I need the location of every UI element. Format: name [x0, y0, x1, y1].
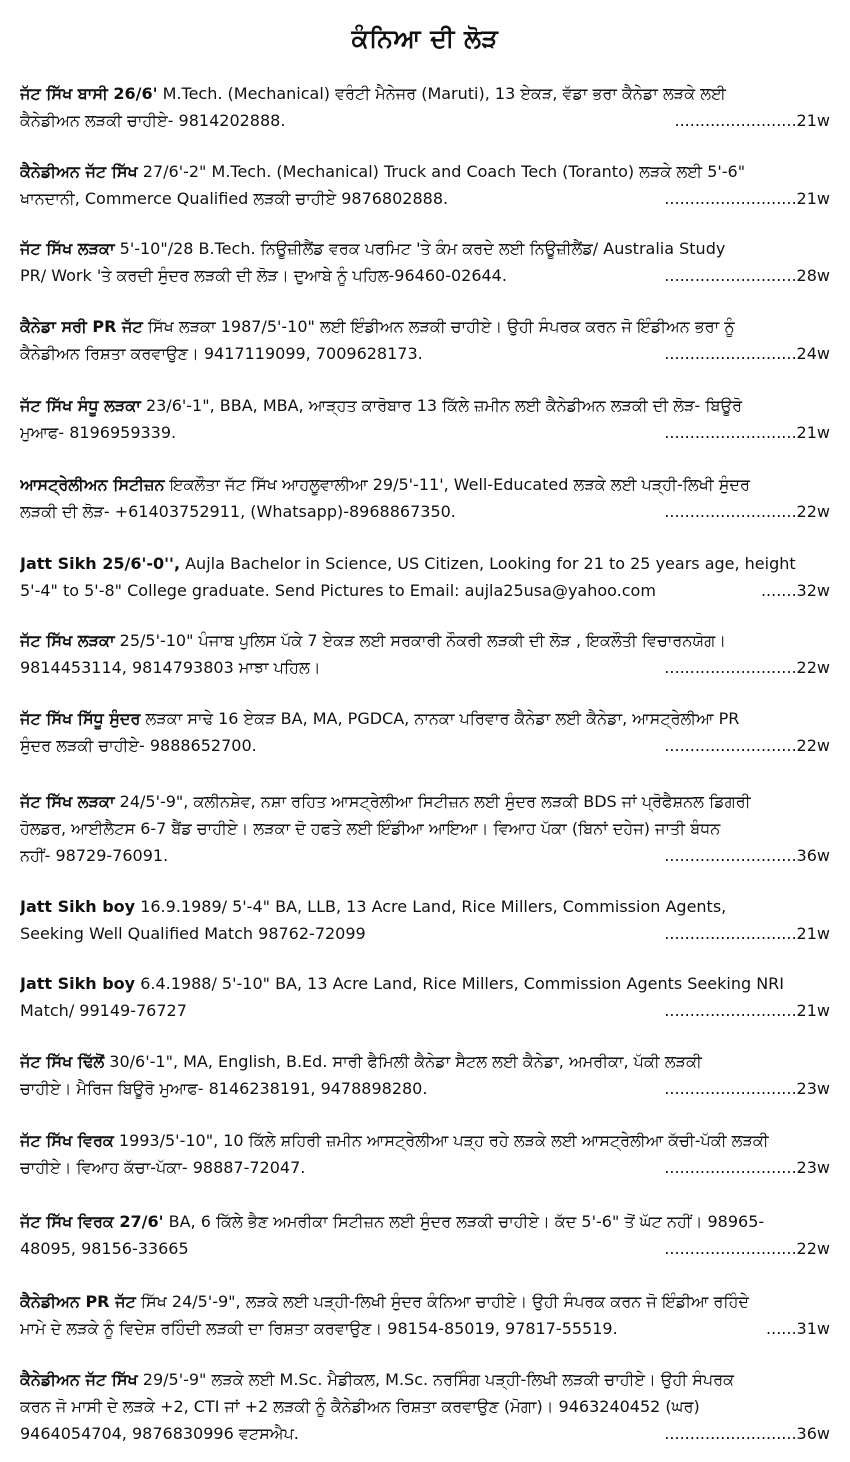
- ad-code: ......31w: [766, 1319, 830, 1338]
- ad-heading: ਕੈਨੇਡਾ ਸਰੀ PR ਜੱਟ: [20, 317, 143, 336]
- ad-last-line: [20, 732, 830, 759]
- ad-text: Aujla Bachelor in Science, US Citizen, Looking for 21 to 25 years age, height: [180, 554, 796, 573]
- ad-code: ..........................22w: [664, 502, 830, 521]
- classified-ad: [20, 1127, 830, 1181]
- classified-ad: [20, 893, 830, 947]
- ad-code: ..........................36w: [664, 1424, 830, 1443]
- ad-text: ਕੈਨੇਡੀਅਨ ਲੜਕੀ ਚਾਹੀਏ- 9814202888.: [20, 111, 286, 130]
- ad-line: [20, 627, 830, 654]
- ad-text: ਨਹੀਂ- 98729-76091.: [20, 846, 169, 865]
- ad-text: 48095, 98156-33665: [20, 1239, 189, 1258]
- ad-code: ..........................21w: [664, 1001, 830, 1020]
- ad-heading: ਕੈਨੇਡੀਅਨ ਜੱਟ ਸਿੱਖ: [20, 162, 138, 181]
- ad-text: 29/5'-9" ਲੜਕੇ ਲਈ M.Sc. ਮੈਡੀਕਲ, M.Sc. ਨਰਸਿੰਗ ਪੜ੍ਹੀ-ਲਿਖੀ ਲੜਕੀ ਚਾਹੀਏ। ਉਹੀ ਸੰਪਰਕ: [137, 1370, 735, 1389]
- classified-ad: [20, 1048, 830, 1102]
- ad-heading: ਜੱਟ ਸਿੱਖ ਵਿਰਕ 27/6': [20, 1212, 164, 1231]
- ad-last-line: [20, 1154, 830, 1181]
- ad-text: ਖਾਨਦਾਨੀ, Commerce Qualified ਲੜਕੀ ਚਾਹੀਏ 9876802888.: [20, 189, 449, 208]
- ad-last-line: [20, 997, 830, 1024]
- ad-text: M.Tech. (Mechanical) ਵਰੰਟੀ ਮੈਨੇਜਰ (Maruti), 13 ਏਕੜ, ਵੱਡਾ ਭਰਾ ਕੈਨੇਡਾ ਲੜਕੇ ਲਈ: [157, 84, 726, 103]
- classified-ad: [20, 550, 830, 604]
- classified-ad: [20, 627, 830, 681]
- ad-heading: ਜੱਟ ਸਿੱਖ ਵਿਰਕ: [20, 1131, 114, 1150]
- ad-line: [20, 471, 830, 498]
- ad-last-line: [20, 498, 830, 525]
- ad-heading: ਜੱਟ ਸਿੱਖ ਸੰਧੂ ਲੜਕਾ: [20, 396, 141, 415]
- classified-ad: [20, 970, 830, 1024]
- ad-text: ਚਾਹੀਏ। ਵਿਆਹ ਕੱਚਾ-ਪੱਕਾ- 98887-72047.: [20, 1158, 306, 1177]
- ad-text: ਸਿੱਖ 24/5'-9", ਲੜਕੇ ਲਈ ਪੜ੍ਹੀ-ਲਿਖੀ ਸੁੰਦਰ ਕੰਨਿਆ ਚਾਹੀਏ। ਉਹੀ ਸੰਪਰਕ ਕਰਨ ਜੋ ਇੰਡੀਆ ਰਹਿੰਦੇ: [135, 1292, 749, 1311]
- ad-last-line: [20, 185, 830, 212]
- ad-text: ਕੈਨੇਡੀਅਨ ਰਿਸ਼ਤਾ ਕਰਵਾਉਣ। 9417119099, 7009628173.: [20, 344, 423, 363]
- ad-heading: ਕੈਨੇਡੀਅਨ ਜੱਟ ਸਿੱਖ: [20, 1370, 138, 1389]
- classified-ad: [20, 1366, 830, 1447]
- ad-line: [20, 392, 830, 419]
- ad-text: 9464054704, 9876830996 ਵਟਸਐਪ.: [20, 1424, 299, 1443]
- ad-code: ........................21w: [674, 111, 830, 130]
- ad-text: 5'-4" to 5'-8" College graduate. Send Pictures to Email: aujla25usa@yahoo.com: [20, 581, 656, 600]
- ad-text: Match/ 99149-76727: [20, 1001, 187, 1020]
- ad-text: 24/5'-9", ਕਲੀਨਸ਼ੇਵ, ਨਸ਼ਾ ਰਹਿਤ ਆਸਟ੍ਰੇਲੀਆ ਸਿਟੀਜ਼ਨ ਲਈ ਸੁੰਦਰ ਲੜਕੀ BDS ਜਾਂ ਪ੍ਰੋਫੈਸ਼ਨਲ ਡਿਗਰੀ: [114, 792, 751, 811]
- ad-code: ..........................21w: [664, 423, 830, 442]
- ad-line: [20, 893, 830, 920]
- ad-line: [20, 970, 830, 997]
- ad-last-line: [20, 262, 830, 289]
- ad-last-line: [20, 107, 830, 134]
- ad-last-line: [20, 340, 830, 367]
- classified-ad: [20, 392, 830, 446]
- ad-text: 27/6'-2" M.Tech. (Mechanical) Truck and Coach Tech (Toranto) ਲੜਕੇ ਲਈ 5'-6": [137, 162, 746, 181]
- classified-ad: [20, 1288, 830, 1342]
- classified-ad: [20, 235, 830, 289]
- ad-code: ..........................24w: [664, 344, 830, 363]
- ad-line: [20, 550, 830, 577]
- ad-text: 30/6'-1", MA, English, B.Ed. ਸਾਰੀ ਫੈਮਿਲੀ ਕੈਨੇਡਾ ਸੈਟਲ ਲਈ ਕੈਨੇਡਾ, ਅਮਰੀਕਾ, ਪੱਕੀ ਲੜਕੀ: [104, 1052, 702, 1071]
- page-title: ਕੰਨਿਆ ਦੀ ਲੋੜ: [351, 24, 499, 53]
- ad-line: [20, 80, 830, 107]
- ad-heading: ਜੱਟ ਸਿੱਖ ਢਿੱਲੋਂ: [20, 1052, 105, 1071]
- classified-ad: [20, 471, 830, 525]
- ad-line: [20, 705, 830, 732]
- ad-heading: ਜੱਟ ਸਿੱਖ ਲੜਕਾ: [20, 792, 115, 811]
- ad-line: [20, 1048, 830, 1075]
- ad-code: ..........................22w: [664, 658, 830, 677]
- ad-code: .......32w: [760, 581, 830, 600]
- ad-last-line: [20, 654, 830, 681]
- ad-text: 6.4.1988/ 5'-10" BA, 13 Acre Land, Rice Millers, Commission Agents Seeking NRI: [135, 974, 785, 993]
- ad-text: 16.9.1989/ 5'-4" BA, LLB, 13 Acre Land, Rice Millers, Commission Agents,: [135, 897, 727, 916]
- ad-text: ਇਕਲੌਤਾ ਜੱਟ ਸਿੱਖ ਆਹਲੂਵਾਲੀਆ 29/5'-11', Well-Educated ਲੜਕੇ ਲਈ ਪੜ੍ਹੀ-ਲਿਖੀ ਸੁੰਦਰ: [164, 475, 750, 494]
- ad-text: ਸਿੱਖ ਲੜਕਾ 1987/5'-10" ਲਈ ਇੰਡੀਅਨ ਲੜਕੀ ਚਾਹੀਏ। ਉਹੀ ਸੰਪਰਕ ਕਰਨ ਜੋ ਇੰਡੀਅਨ ਭਰਾ ਨੂੰ: [142, 317, 735, 336]
- ad-text: Seeking Well Qualified Match 98762-72099: [20, 924, 366, 943]
- ad-last-line: [20, 1075, 830, 1102]
- classified-ad: [20, 158, 830, 212]
- ad-heading: ਜੱਟ ਸਿੱਖ ਬਾਸੀ 26/6': [20, 84, 158, 103]
- ad-line: [20, 1288, 830, 1315]
- ad-line: [20, 1127, 830, 1154]
- ad-line: [20, 313, 830, 340]
- ad-line: [20, 235, 830, 262]
- ad-code: ..........................21w: [664, 189, 830, 208]
- ad-text: ਸੁੰਦਰ ਲੜਕੀ ਚਾਹੀਏ- 9888652700.: [20, 736, 257, 755]
- ad-heading: Jatt Sikh 25/6'-0'',: [20, 554, 181, 573]
- ad-last-line: [20, 1235, 830, 1262]
- ad-line: [20, 1366, 830, 1393]
- classified-ad: [20, 80, 830, 134]
- ad-text: ਮੁਆਫ- 8196959339.: [20, 423, 177, 442]
- ad-last-line: [20, 577, 830, 604]
- ad-code: ..........................28w: [664, 266, 830, 285]
- ad-text: 1993/5'-10", 10 ਕਿੱਲੇ ਸ਼ਹਿਰੀ ਜ਼ਮੀਨ ਆਸਟ੍ਰੇਲੀਆ ਪੜ੍ਹ ਰਹੇ ਲੜਕੇ ਲਈ ਆਸਟ੍ਰੇਲੀਆ ਕੱਚੀ-ਪੱਕੀ ਲੜਕੀ: [113, 1131, 769, 1150]
- ad-last-line: [20, 920, 830, 947]
- ad-code: ..........................22w: [664, 736, 830, 755]
- ad-heading: Jatt Sikh boy: [20, 897, 136, 916]
- ad-line: ਹੋਲਡਰ, ਆਈਲੈਟਸ 6-7 ਬੈਂਡ ਚਾਹੀਏ। ਲੜਕਾ ਦੋ ਹਫਤੇ ਲਈ ਇੰਡੀਆ ਆਇਆ। ਵਿਆਹ ਪੱਕਾ (ਬਿਨਾਂ ਦਹੇਜ) ਜਾਤੀ ਬੰਧਨ: [20, 819, 721, 838]
- ad-last-line: [20, 1315, 830, 1342]
- ad-code: ..........................23w: [664, 1079, 830, 1098]
- ad-text: 5'-10"/28 B.Tech. ਨਿਊਜ਼ੀਲੈਂਡ ਵਰਕ ਪਰਮਿਟ 'ਤੇ ਕੰਮ ਕਰਦੇ ਲਈ ਨਿਊਜ਼ੀਲੈਂਡ/ Australia Study: [114, 239, 726, 258]
- ad-heading: ਕੈਨੇਡੀਅਨ PR ਜੱਟ: [20, 1292, 136, 1311]
- ad-last-line: [20, 1420, 830, 1447]
- ad-heading: Jatt Sikh boy: [20, 974, 136, 993]
- ad-last-line: [20, 842, 830, 869]
- ad-code: ..........................36w: [664, 846, 830, 865]
- ad-text: 25/5'-10" ਪੰਜਾਬ ਪੁਲਿਸ ਪੱਕੇ 7 ਏਕੜ ਲਈ ਸਰਕਾਰੀ ਨੌਕਰੀ ਲੜਕੀ ਦੀ ਲੋੜ , ਇਕਲੌਤੀ ਵਿਚਾਰਨਯੋਗ।: [114, 631, 727, 650]
- ad-line: ਕਰਨ ਜੋ ਮਾਸੀ ਦੇ ਲੜਕੇ +2, CTI ਜਾਂ +2 ਲੜਕੀ ਨੂੰ ਕੈਨੇਡੀਅਨ ਰਿਸ਼ਤਾ ਕਰਵਾਉਣ (ਮੋਗਾ)। 9463240452 (ਘਰ): [20, 1397, 700, 1416]
- ad-code: ..........................21w: [664, 924, 830, 943]
- ad-heading: ਜੱਟ ਸਿੱਖ ਸਿੱਧੂ ਸੁੰਦਰ: [20, 709, 141, 728]
- classified-ad: [20, 1208, 830, 1262]
- ad-heading: ਜੱਟ ਸਿੱਖ ਲੜਕਾ: [20, 631, 115, 650]
- ad-code: ..........................23w: [664, 1158, 830, 1177]
- ad-text: BA, 6 ਕਿੱਲੇ ਭੈਣ ਅਮਰੀਕਾ ਸਿਟੀਜ਼ਨ ਲਈ ਸੁੰਦਰ ਲੜਕੀ ਚਾਹੀਏ। ਕੱਦ 5'-6" ਤੋਂ ਘੱਟ ਨਹੀਂ। 98965-: [163, 1212, 765, 1231]
- classified-ad: [20, 705, 830, 759]
- ad-last-line: [20, 419, 830, 446]
- classified-ad: [20, 313, 830, 367]
- ad-text: ਲੜਕੀ ਦੀ ਲੋੜ- +61403752911, (Whatsapp)-8968867350.: [20, 502, 456, 521]
- ad-line: [20, 788, 830, 815]
- ad-heading: ਆਸਟ੍ਰੇਲੀਅਨ ਸਿਟੀਜ਼ਨ: [20, 475, 165, 494]
- classified-ad: [20, 788, 830, 869]
- ad-heading: ਜੱਟ ਸਿੱਖ ਲੜਕਾ: [20, 239, 115, 258]
- ad-code: ..........................22w: [664, 1239, 830, 1258]
- ad-text: 9814453114, 9814793803 ਮਾਝਾ ਪਹਿਲ।: [20, 658, 321, 677]
- ad-text: 23/6'-1", BBA, MBA, ਆੜ੍ਹਤ ਕਾਰੋਬਾਰ 13 ਕਿੱਲੇ ਜ਼ਮੀਨ ਲਈ ਕੈਨੇਡੀਅਨ ਲੜਕੀ ਦੀ ਲੋੜ- ਬਿਊਰੋ: [140, 396, 743, 415]
- ad-text: ਚਾਹੀਏ। ਮੈਰਿਜ ਬਿਊਰੋ ਮੁਆਫ- 8146238191, 9478898280.: [20, 1079, 428, 1098]
- ad-line: [20, 158, 830, 185]
- ad-text: PR/ Work 'ਤੇ ਕਰਦੀ ਸੁੰਦਰ ਲੜਕੀ ਦੀ ਲੋੜ। ਦੁਆਬੇ ਨੂੰ ਪਹਿਲ-96460-02644.: [20, 266, 507, 285]
- ad-text: ਮਾਮੇ ਦੇ ਲੜਕੇ ਨੂੰ ਵਿਦੇਸ਼ ਰਹਿੰਦੀ ਲੜਕੀ ਦਾ ਰਿਸ਼ਤਾ ਕਰਵਾਉਣ। 98154-85019, 97817-55519.: [20, 1319, 618, 1338]
- ad-text: ਲੜਕਾ ਸਾਢੇ 16 ਏਕੜ BA, MA, PGDCA, ਨਾਨਕਾ ਪਰਿਵਾਰ ਕੈਨੇਡਾ ਲਈ ਕੈਨੇਡਾ, ਆਸਟ੍ਰੇਲੀਆ PR: [140, 709, 740, 728]
- ad-line: [20, 1208, 830, 1235]
